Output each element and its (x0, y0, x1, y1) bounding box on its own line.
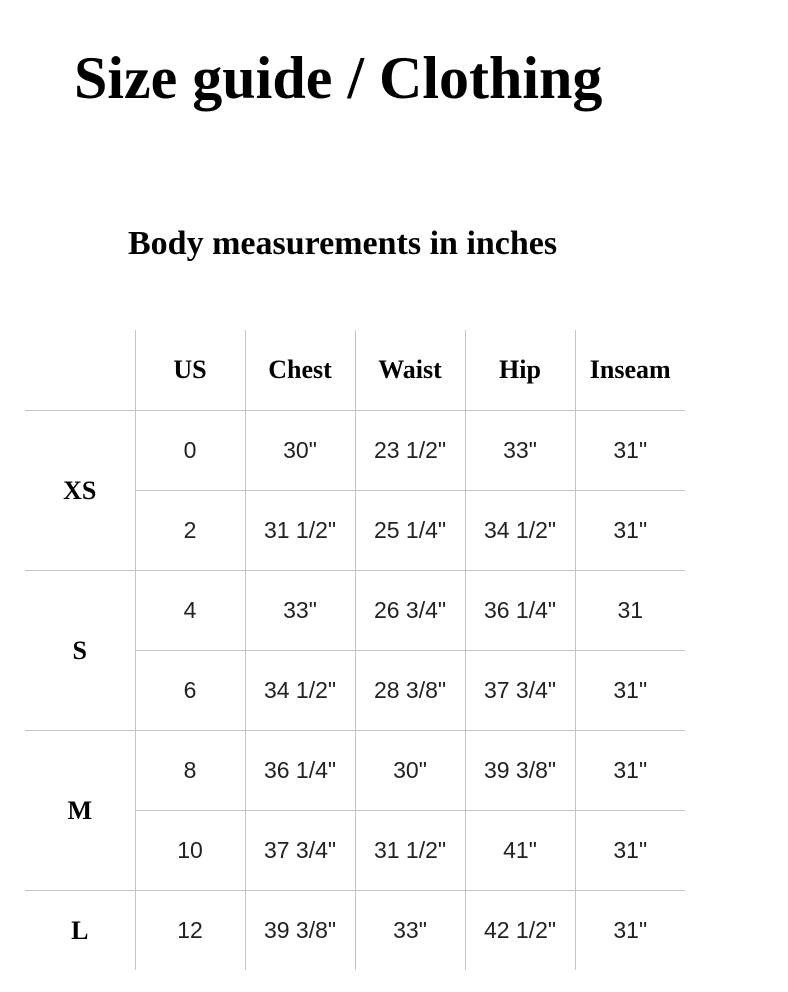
size-label-l: L (25, 891, 135, 971)
table-header-row (25, 330, 685, 411)
waist-cell: 23 1/2" (355, 411, 465, 491)
waist-cell: 33" (355, 891, 465, 971)
table-row (25, 411, 685, 491)
hip-cell: 36 1/4" (465, 571, 575, 651)
waist-cell: 28 3/8" (355, 651, 465, 731)
inseam-cell: 31" (575, 731, 685, 811)
inseam-cell: 31" (575, 491, 685, 571)
page-title: Size guide / Clothing (74, 45, 603, 111)
chest-cell: 33" (245, 571, 355, 651)
table-row (25, 891, 685, 971)
size-label-xs: XS (25, 411, 135, 571)
header-hip: Hip (465, 330, 575, 411)
waist-cell: 25 1/4" (355, 491, 465, 571)
chest-cell: 39 3/8" (245, 891, 355, 971)
hip-cell: 39 3/8" (465, 731, 575, 811)
us-size-cell: 6 (135, 651, 245, 731)
us-size-cell: 2 (135, 491, 245, 571)
chest-cell: 34 1/2" (245, 651, 355, 731)
waist-cell: 31 1/2" (355, 811, 465, 891)
hip-cell: 41" (465, 811, 575, 891)
hip-cell: 42 1/2" (465, 891, 575, 971)
chest-cell: 30" (245, 411, 355, 491)
hip-cell: 37 3/4" (465, 651, 575, 731)
inseam-cell: 31" (575, 411, 685, 491)
inseam-cell: 31" (575, 811, 685, 891)
size-label-s: S (25, 571, 135, 731)
inseam-cell: 31 (575, 571, 685, 651)
header-chest: Chest (245, 330, 355, 411)
header-us: US (135, 330, 245, 411)
inseam-cell: 31" (575, 891, 685, 971)
table-row (25, 571, 685, 651)
table-subtitle: Body measurements in inches (128, 225, 558, 262)
us-size-cell: 10 (135, 811, 245, 891)
chest-cell: 36 1/4" (245, 731, 355, 811)
waist-cell: 30" (355, 731, 465, 811)
size-label-m: M (25, 731, 135, 891)
chest-cell: 37 3/4" (245, 811, 355, 891)
size-chart-table (25, 330, 685, 970)
us-size-cell: 12 (135, 891, 245, 971)
us-size-cell: 4 (135, 571, 245, 651)
hip-cell: 33" (465, 411, 575, 491)
hip-cell: 34 1/2" (465, 491, 575, 571)
waist-cell: 26 3/4" (355, 571, 465, 651)
header-corner-cell (25, 330, 135, 411)
us-size-cell: 8 (135, 731, 245, 811)
us-size-cell: 0 (135, 411, 245, 491)
header-inseam: Inseam (575, 330, 685, 411)
inseam-cell: 31" (575, 651, 685, 731)
table-row (25, 731, 685, 811)
chest-cell: 31 1/2" (245, 491, 355, 571)
header-waist: Waist (355, 330, 465, 411)
